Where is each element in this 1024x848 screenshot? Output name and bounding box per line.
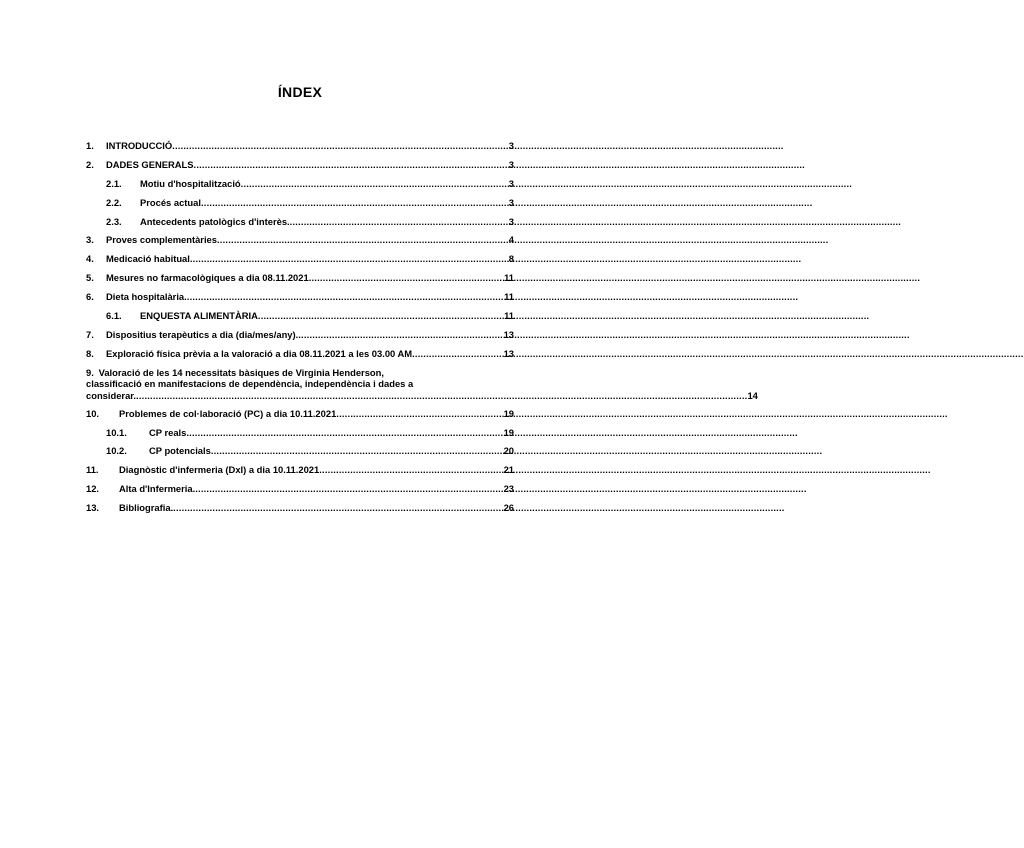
toc-page-number: 3 — [508, 215, 514, 227]
toc-page-number: 13 — [503, 328, 514, 340]
toc-label: CP potencials — [149, 445, 211, 457]
toc-label: Diagnòstic d'infermeria (DxI) a dia 10.11.2021 — [119, 464, 320, 476]
toc-label: CP reals — [149, 426, 187, 438]
toc-number: 2.2. — [106, 196, 122, 208]
toc-leader — [217, 231, 508, 250]
toc-entry-2[interactable] — [86, 156, 514, 175]
toc-label-line-3: considerar. — [86, 389, 137, 401]
toc-number: 5. — [86, 272, 94, 284]
toc-label: ENQUESTA ALIMENTÀRIA — [140, 310, 258, 322]
toc-label: Dieta hospitalària. — [106, 291, 187, 303]
toc-entry-7[interactable] — [86, 326, 514, 345]
toc-entry-9[interactable] — [86, 364, 758, 405]
toc-number: 6. — [86, 291, 94, 303]
toc-page-number: 3 — [508, 177, 514, 189]
toc-label: Problemes de col·laboració (PC) a dia 10.11.2021 — [119, 407, 337, 419]
toc-label: Dispositius terapèutics a dia (dia/mes/any). — [106, 328, 299, 340]
toc-page-number: 3 — [508, 140, 514, 151]
toc-page-number: 4 — [508, 234, 514, 246]
toc-number: 13. — [86, 502, 100, 514]
toc-number: 4. — [86, 253, 94, 265]
toc-entry-13[interactable] — [86, 499, 514, 518]
toc-page-number: 13 — [503, 347, 514, 359]
toc-page-number: 19 — [503, 426, 514, 438]
toc-leader — [309, 269, 503, 288]
toc-page-number: 23 — [503, 483, 514, 495]
toc-page-number: 26 — [503, 502, 514, 514]
toc-number: 6.1. — [106, 310, 122, 322]
toc-entry-10[interactable] — [86, 405, 514, 424]
toc-leader — [211, 442, 503, 461]
page-title: ÍNDEX — [277, 84, 323, 100]
toc-page-number: 11 — [504, 310, 514, 322]
toc-label: DADES GENERALS — [106, 158, 194, 170]
toc-page-number: 11 — [504, 272, 514, 284]
toc-number: 8. — [86, 347, 94, 359]
toc-number: 2.1. — [106, 177, 122, 189]
toc-leader — [319, 461, 502, 480]
toc-entry-3[interactable] — [86, 231, 514, 250]
toc-entry-5[interactable] — [86, 269, 514, 288]
toc-number: 2. — [86, 158, 94, 170]
toc-entry-2-2[interactable] — [86, 194, 514, 213]
toc-entry-10-2[interactable] — [86, 442, 514, 461]
toc-leader — [258, 307, 503, 326]
toc-leader — [298, 326, 502, 345]
toc-number: 2.3. — [106, 215, 122, 227]
toc-number: 9. — [86, 366, 94, 378]
toc-page-number: 21 — [503, 464, 514, 476]
toc-entry-4[interactable] — [86, 250, 514, 269]
toc-entry-2-3[interactable] — [86, 213, 514, 232]
toc-leader — [195, 480, 502, 499]
toc-label-line-1: Valoració de les 14 necessitats bàsiques de Virginia Henderson, — [98, 366, 384, 378]
toc-number: 11. — [86, 464, 99, 476]
toc-page-number: 3 — [508, 158, 514, 170]
toc-entry-2-1[interactable] — [86, 175, 514, 194]
toc-label: Medicació habitual — [106, 253, 190, 265]
toc-entry-8[interactable] — [86, 345, 514, 364]
toc-page-number: 20 — [503, 445, 514, 457]
toc-label-line-2: classificació en manifestacions de dependència, independència i dades a — [86, 378, 414, 390]
toc-label: Proves complementàries — [106, 234, 217, 246]
toc-number: 10.2. — [106, 445, 127, 457]
toc-label: Mesures no farmacològiques a dia 08.11.2021 — [106, 272, 309, 284]
toc-leader — [290, 213, 508, 232]
toc-page-number: 11 — [504, 291, 514, 303]
toc-page-number: 19 — [503, 407, 514, 419]
toc-leader — [190, 250, 508, 269]
toc-entry-6[interactable] — [86, 288, 514, 307]
toc-leader — [201, 194, 508, 213]
toc-entry-12[interactable] — [86, 480, 514, 499]
toc-number: 10.1. — [106, 426, 127, 438]
toc-entry-11[interactable] — [86, 461, 514, 480]
toc-page-number: 14 — [747, 389, 758, 401]
toc-number: 3. — [86, 234, 94, 246]
toc-label: Exploració física prèvia a la valoració a dia 08.11.2021 a les 03.00 AM — [106, 347, 413, 359]
toc-number: 12. — [86, 483, 100, 495]
toc-leader — [136, 390, 747, 402]
toc-entry-6-1[interactable] — [86, 307, 514, 326]
toc-leader — [173, 499, 502, 518]
toc-label: Motiu d'hospitalització — [140, 177, 241, 189]
toc-leader — [186, 424, 502, 443]
table-of-contents — [86, 137, 758, 518]
toc-number: 1. — [86, 140, 94, 151]
toc-number: 10. — [86, 407, 100, 419]
toc-page-number: 8 — [508, 253, 514, 265]
toc-entry-1[interactable] — [86, 137, 514, 156]
toc-leader — [194, 156, 508, 175]
toc-leader — [241, 175, 508, 194]
toc-leader — [172, 137, 508, 156]
toc-entry-10-1[interactable] — [86, 424, 514, 443]
toc-label: Antecedents patològics d'interès. — [140, 215, 290, 227]
toc-label: INTRODUCCIÓ — [106, 140, 173, 151]
toc-label: Bibliografia. — [119, 502, 174, 514]
toc-leader — [187, 288, 503, 307]
toc-label: Procés actual — [140, 196, 201, 208]
toc-page-number: 3 — [508, 196, 514, 208]
toc-number: 7. — [86, 328, 94, 340]
toc-leader — [336, 405, 502, 424]
toc-label: Alta d'Infermeria. — [119, 483, 196, 495]
toc-leader — [412, 345, 502, 364]
